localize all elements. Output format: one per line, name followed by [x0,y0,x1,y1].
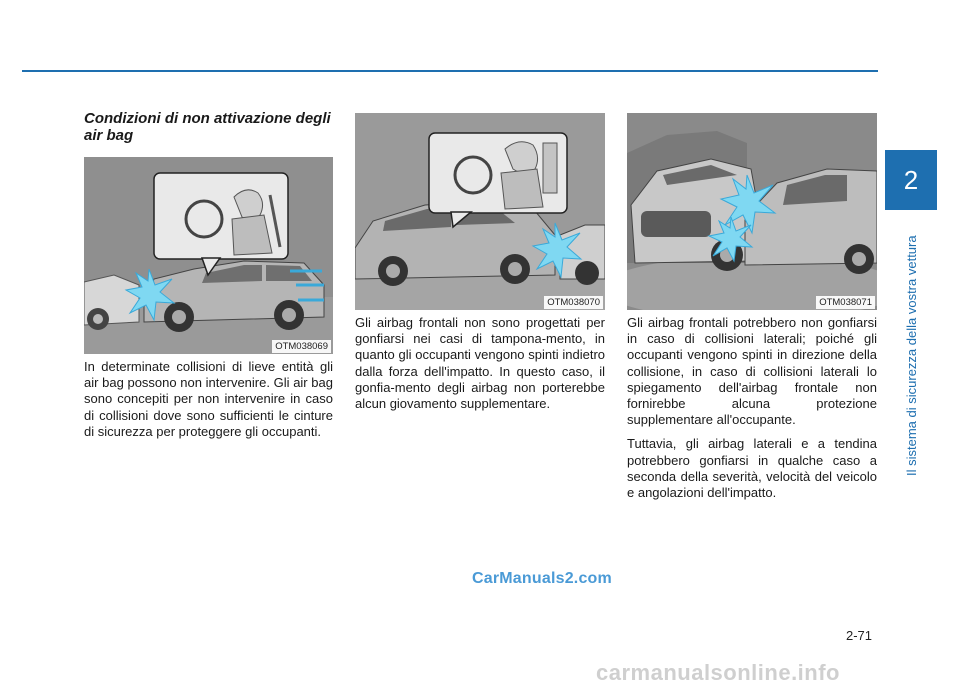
figure-minor-collision [84,157,333,354]
column-text-2 [355,315,605,420]
section-heading: Condizioni di non attivazione degli air bag [84,110,331,144]
figure-rear-collision [355,113,605,310]
chapter-title-vertical [900,206,922,476]
figure-code: OTM038069 [272,340,331,353]
figure-code: OTM038070 [544,296,603,309]
figure-code: OTM038071 [816,296,875,309]
figure-side-collision [627,113,877,310]
paragraph: Tuttavia, gli airbag laterali e a tendina potrebbero gonfiarsi in qualche caso a seconda della severità, velocità del veicolo e angolazioni dell'impatto. [627,436,877,501]
footer-watermark: carmanualsonline.info [596,660,840,685]
header-rule [22,70,878,72]
rear-collision-illustration [355,113,605,310]
column-text-3 [627,315,877,509]
side-collision-illustration [627,113,877,310]
chapter-title: Il sistema di sicurezza della vostra vettura [904,235,919,476]
chapter-tab [885,150,937,210]
paragraph: Gli airbag frontali non sono progettati per gonfiarsi nei casi di tampona-mento, in quanto gli occupanti vengono spinti indietro dalla forza dell'impatto. In questo caso, il gonfia-mento degli airbag non porterebbe alcun giovamento supplementare. [355,315,605,412]
paragraph: Gli airbag frontali potrebbero non gonfiarsi in caso di collisioni laterali; poiché gli occupanti vengono spinti in direzione della collisione, in caso di collisioni laterali lo spiegamento dell'airbag frontale non fornirebbe alcuna protezione supplementare all'occupante. [627,315,877,428]
column-text-1 [84,359,333,448]
minor-collision-illustration [84,157,333,354]
chapter-number: 2 [903,164,919,195]
page-number: 2-71 [846,628,873,643]
watermark-link[interactable]: CarManuals2.com [472,570,612,587]
paragraph: In determinate collisioni di lieve entità gli air bag possono non intervenire. Gli air bag sono concepiti per non intervenire in caso di collisioni dove sono sufficienti le cinture di sicurezza per proteggere gli occupanti. [84,359,333,439]
